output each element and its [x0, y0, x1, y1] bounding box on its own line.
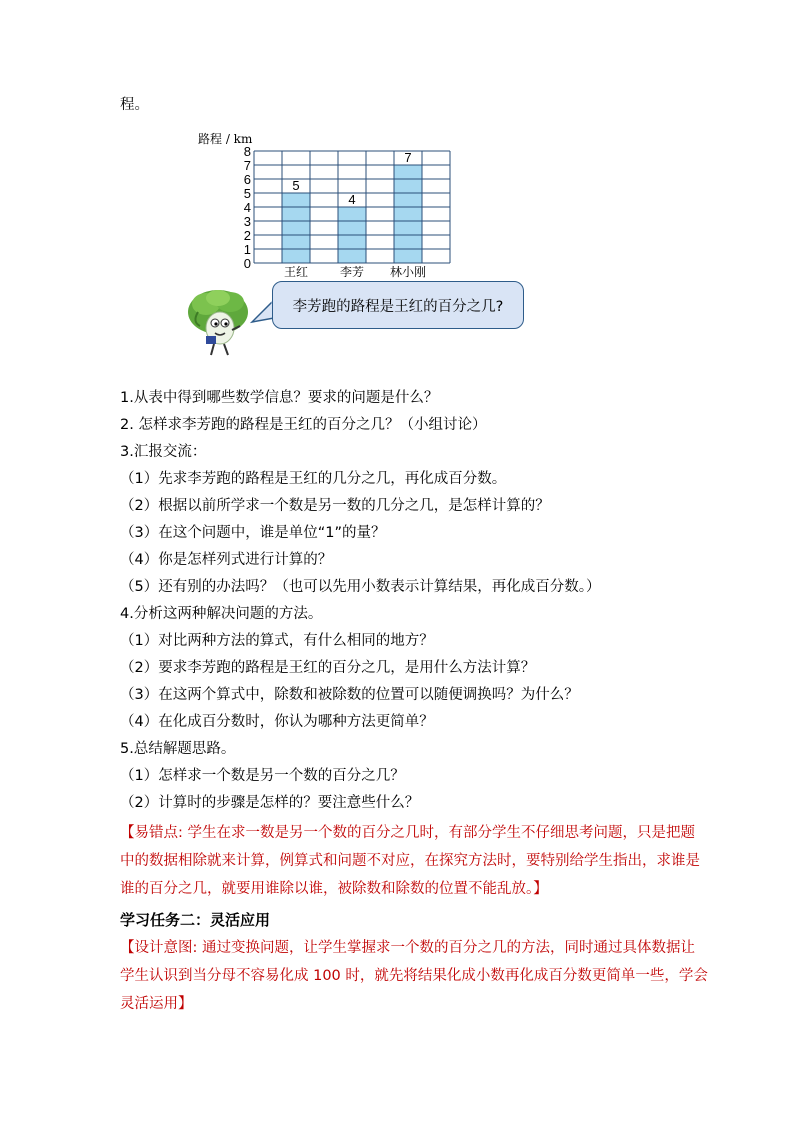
speech-bubble-text: 李芳跑的路程是王红的百分之几?	[292, 299, 504, 315]
chart-y-tick-label: 6	[243, 172, 251, 187]
chart-y-tick-label: 8	[243, 144, 251, 159]
section-report: 3.汇报交流：	[120, 444, 207, 460]
analysis-item-3: （3）在这两个算式中，除数和被除数的位置可以随便调换吗？为什么？	[120, 687, 579, 703]
chart-y-tick-label: 7	[243, 158, 251, 173]
summary-item-1: （1）怎样求一个数是另一个数的百分之几？	[120, 768, 405, 784]
chart-data-label: 5	[292, 178, 300, 193]
chart-category-label: 林小刚	[389, 265, 427, 279]
error-note-line-2: 中的数据相除就来计算，例算式和问题不对应，在探究方法时，要特别给学生指出，求谁是	[120, 853, 700, 869]
chart-category-label: 王红	[283, 265, 309, 279]
task-heading: 学习任务二：灵活应用	[120, 911, 271, 929]
summary-item-2: （2）计算时的步骤是怎样的？要注意些什么？	[120, 795, 420, 811]
section-analysis: 4.分析这两种解决问题的方法。	[120, 606, 323, 622]
chart-y-tick-label: 0	[243, 256, 251, 271]
chart-bar	[394, 165, 422, 263]
report-item-2: （2）根据以前所学求一个数是另一数的几分之几，是怎样计算的？	[120, 498, 550, 514]
report-item-1: （1）先求李芳跑的路程是王红的几分之几，再化成百分数。	[120, 471, 507, 487]
question-line-1: 1.从表中得到哪些数学信息？要求的问题是什么？	[120, 390, 439, 406]
analysis-item-2: （2）要求李芳跑的路程是王红的百分之几，是用什么方法计算？	[120, 660, 536, 676]
report-item-3: （3）在这个问题中，谁是单位“1”的量？	[120, 525, 386, 541]
chart-y-tick-label: 3	[243, 214, 251, 229]
chart-y-tick-label: 4	[243, 200, 251, 215]
chart-y-axis-label: 路程 / km	[198, 132, 253, 146]
chart-data-label: 4	[348, 192, 356, 207]
design-note-line-1: 【设计意图: 通过变换问题，让学生掌握求一个数的百分之几的方法，同时通过具体数据让	[120, 940, 695, 956]
error-note-line-3: 谁的百分之几，就要用谁除以谁，被除数和除数的位置不能乱放。】	[120, 881, 548, 897]
analysis-item-4: （4）在化成百分数时，你认为哪种方法更简单？	[120, 714, 434, 730]
chart-data-label: 7	[404, 150, 412, 165]
report-item-4: （4）你是怎样列式进行计算的？	[120, 552, 333, 568]
report-item-5: （5）还有别的办法吗？（也可以先用小数表示计算结果，再化成百分数。）	[120, 579, 601, 595]
speech-bubble	[272, 281, 524, 329]
question-line-2: 2. 怎样求李芳跑的路程是王红的百分之几？（小组讨论）	[120, 417, 487, 433]
intro-fragment: 程。	[120, 97, 149, 113]
section-summary: 5.总结解题思路。	[120, 741, 236, 757]
chart-category-label: 李芳	[339, 265, 365, 279]
error-note-line-1: 【易错点: 学生在求一数是另一个数的百分之几时，有部分学生不仔细思考问题，只是把题	[120, 825, 695, 841]
chart-y-tick-label: 1	[243, 242, 251, 257]
design-note-line-2: 学生认识到当分母不容易化成 100 时，就先将结果化成小数再化成百分数更简单一些，学会	[120, 968, 708, 984]
chart-y-tick-label: 5	[243, 186, 251, 201]
bar-chart	[0, 0, 794, 300]
cabbage-mascot-icon	[184, 286, 254, 358]
chart-bar	[282, 193, 310, 263]
chart-y-tick-label: 2	[243, 228, 251, 243]
analysis-item-1: （1）对比两种方法的算式，有什么相同的地方？	[120, 633, 434, 649]
design-note-line-3: 灵活运用】	[120, 996, 193, 1012]
